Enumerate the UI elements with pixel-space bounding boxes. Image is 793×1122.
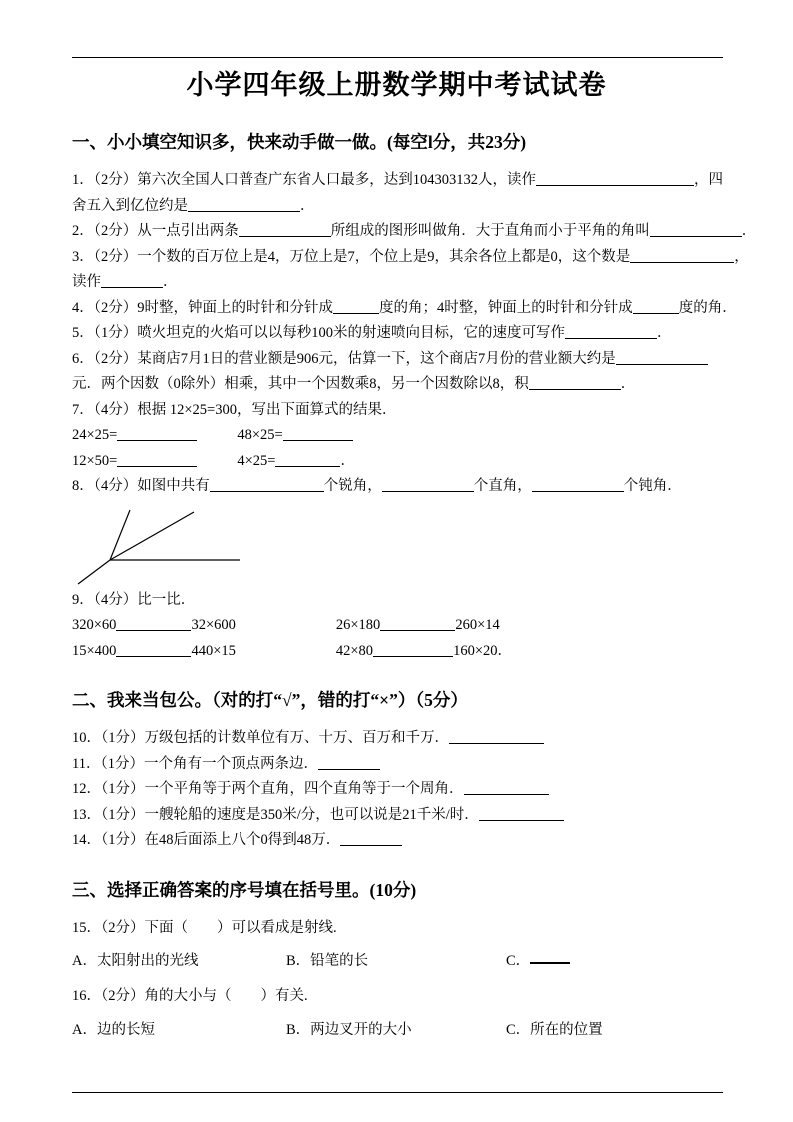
question-text: 个钝角． bbox=[623, 478, 682, 494]
question-text: 48×25= bbox=[237, 427, 283, 443]
choice-option bbox=[286, 948, 506, 974]
answer-blank bbox=[449, 731, 544, 744]
question bbox=[72, 726, 721, 752]
footer-rule bbox=[72, 1092, 723, 1093]
question-line bbox=[72, 347, 721, 373]
question bbox=[72, 245, 749, 296]
question-text: 度的角． bbox=[678, 299, 737, 316]
question-text: 9．（4分）比一比． bbox=[72, 591, 196, 608]
question-line bbox=[72, 828, 721, 854]
question bbox=[72, 219, 757, 245]
question-line bbox=[72, 219, 757, 245]
question-text: 160×20． bbox=[453, 642, 512, 659]
angle-rays-svg bbox=[72, 508, 242, 586]
spacer bbox=[236, 628, 336, 629]
question-line bbox=[72, 752, 721, 778]
question-text: 1．（2分）第六次全国人口普查广东省人口最多，达到104303132人，读作 bbox=[72, 172, 536, 188]
question-text: ． bbox=[340, 452, 355, 469]
question bbox=[72, 347, 721, 398]
question-text: 320×60 bbox=[72, 617, 117, 633]
question-line bbox=[72, 398, 721, 424]
question bbox=[72, 984, 721, 1043]
question-line bbox=[72, 803, 721, 829]
choice-option bbox=[506, 1017, 721, 1043]
section-heading: 二、我来当包公。（对的打“√”，错的打“×”）（5分） bbox=[72, 690, 468, 710]
question-line bbox=[72, 194, 721, 220]
option-label: C．所在的位置 bbox=[506, 1021, 603, 1038]
answer-blank bbox=[101, 275, 163, 288]
question-text: ，四 bbox=[694, 172, 723, 188]
question-text: 13．（1分）一艘轮船的速度是350米/分，也可以说是21千米/时． bbox=[72, 806, 479, 823]
options-row bbox=[72, 1017, 721, 1043]
question-line bbox=[72, 270, 721, 296]
question-line bbox=[72, 474, 721, 500]
choice-option bbox=[286, 1017, 506, 1043]
question-text: 42×80 bbox=[335, 642, 374, 659]
question-text: 32×600 bbox=[191, 617, 236, 633]
question-line bbox=[72, 372, 721, 398]
question-text: 舍五入到亿位约是 bbox=[72, 197, 188, 214]
answer-blank bbox=[318, 757, 380, 770]
question bbox=[72, 828, 721, 854]
question-line bbox=[72, 639, 721, 665]
option-label: B．两边叉开的大小 bbox=[286, 1021, 412, 1038]
answer-blank bbox=[532, 479, 624, 492]
answer-blank bbox=[650, 224, 742, 237]
question-line bbox=[72, 588, 721, 614]
answer-blank bbox=[117, 428, 197, 441]
answer-blank bbox=[116, 618, 191, 631]
question-text: ． bbox=[741, 223, 757, 239]
question-text: 6．（2分）某商店7月1日的营业额是906元，估算一下，这个商店7月份的营业额大约是 bbox=[72, 350, 616, 367]
question bbox=[72, 474, 721, 586]
question-line bbox=[72, 777, 721, 803]
exam-body bbox=[72, 131, 757, 1043]
answer-blank bbox=[283, 428, 353, 441]
answer-blank bbox=[210, 479, 324, 492]
answer-blank bbox=[340, 833, 402, 846]
question bbox=[72, 916, 721, 975]
question-text: 26×180 bbox=[335, 617, 381, 633]
question bbox=[72, 752, 721, 778]
answer-blank bbox=[630, 250, 734, 263]
answer-blank bbox=[479, 808, 564, 821]
question-line bbox=[72, 916, 721, 942]
question-text: 12．（1分）一个平角等于两个直角，四个直角等于一个周角． bbox=[72, 781, 464, 797]
question-text: 14．（1分）在48后面添上八个0得到48万． bbox=[72, 832, 341, 848]
page-title: 小学四年级上册数学期中考试试卷 bbox=[186, 70, 607, 100]
question-text: 10．（1分）万级包括的计数单位有万、十万、百万和千万． bbox=[72, 730, 449, 746]
option-label: A．太阳射出的光线 bbox=[72, 953, 199, 969]
answer-blank bbox=[529, 377, 621, 390]
answer-blank bbox=[373, 644, 453, 657]
question-text: 所组成的图形叫做角．大于直角而小于平角的角叫 bbox=[330, 223, 650, 239]
question-text: ． bbox=[163, 274, 178, 290]
question-line bbox=[72, 321, 721, 347]
question-text: 15×400 bbox=[72, 642, 117, 659]
question-text: 260×14 bbox=[455, 617, 500, 633]
question-text: ， bbox=[734, 248, 749, 265]
question-text: 度的角；4时整，钟面上的时针和分针成 bbox=[379, 299, 633, 316]
question-line bbox=[72, 296, 737, 322]
question-text: 个直角， bbox=[473, 478, 532, 494]
question-text: 15．（2分）下面（ ）可以看成是射线. bbox=[72, 919, 337, 936]
question-text: 3．（2分）一个数的百万位上是4，万位上是7，个位上是9，其余各位上都是0，这个数是 bbox=[72, 248, 631, 265]
question-line bbox=[72, 726, 721, 752]
question-text: 440×15 bbox=[191, 642, 236, 659]
answer-blank bbox=[633, 301, 679, 314]
option-label: A．边的长短 bbox=[72, 1021, 155, 1038]
question-text: 16．（2分）角的大小与（ ）有关. bbox=[72, 988, 308, 1004]
question-text: 8．（4分）如图中共有 bbox=[72, 478, 210, 494]
header-rule bbox=[72, 57, 723, 58]
question-text: 4．（2分）9时整，钟面上的时针和分针成 bbox=[72, 299, 333, 316]
question-text: 24×25= bbox=[72, 427, 118, 443]
section-heading: 一、小小填空知识多，快来动手做一做。(每空l分，共23分) bbox=[72, 132, 527, 152]
question-text: 2．（2分）从一点引出两条 bbox=[72, 223, 239, 239]
answer-blank bbox=[565, 326, 657, 339]
question-line bbox=[72, 168, 721, 194]
question-text: 4×25= bbox=[237, 452, 276, 469]
answer-blank bbox=[536, 173, 694, 186]
question-text: 12×50= bbox=[72, 452, 118, 469]
question-line bbox=[72, 984, 721, 1010]
answer-blank bbox=[616, 352, 708, 365]
spacer bbox=[197, 464, 237, 465]
spacer bbox=[236, 654, 336, 655]
question-line bbox=[72, 245, 749, 271]
option-label: C． bbox=[506, 953, 531, 969]
question bbox=[72, 398, 721, 475]
line-segment-graphic bbox=[530, 952, 570, 964]
question-text: 5．（1分）喷火坦克的火焰可以以每秒100米的射速喷向目标，它的速度可写作 bbox=[72, 325, 565, 341]
question-line bbox=[72, 449, 721, 475]
answer-blank bbox=[116, 644, 191, 657]
question-text: 元．两个因数（0除外）相乘，其中一个因数乘8，另一个因数除以8，积 bbox=[72, 376, 529, 392]
choice-option bbox=[72, 948, 286, 974]
question bbox=[72, 296, 737, 322]
question-text: ． bbox=[657, 325, 672, 341]
spacer bbox=[197, 438, 237, 439]
question bbox=[72, 777, 721, 803]
answer-blank bbox=[464, 782, 549, 795]
answer-blank bbox=[382, 479, 474, 492]
question bbox=[72, 321, 721, 347]
choice-option bbox=[506, 948, 721, 974]
options-row bbox=[72, 948, 721, 974]
question-line bbox=[72, 423, 721, 449]
question-text: 11．（1分）一个角有一个顶点两条边． bbox=[72, 755, 318, 772]
answer-blank bbox=[117, 454, 197, 467]
answer-blank bbox=[333, 301, 379, 314]
question-text: 7．（4分）根据 12×25=300，写出下面算式的结果． bbox=[72, 401, 397, 418]
question-text: 读作 bbox=[72, 274, 101, 290]
question-text: 个锐角， bbox=[323, 478, 382, 494]
question-text: ． bbox=[620, 376, 636, 392]
question bbox=[72, 168, 721, 219]
question bbox=[72, 803, 721, 829]
angle-rays-figure bbox=[72, 508, 721, 586]
option-label: B．铅笔的长 bbox=[286, 953, 369, 969]
answer-blank bbox=[275, 454, 340, 467]
question-line bbox=[72, 613, 721, 639]
answer-blank bbox=[380, 618, 455, 631]
question-text: ． bbox=[300, 197, 315, 214]
answer-blank bbox=[239, 224, 331, 237]
choice-option bbox=[72, 1017, 286, 1043]
question bbox=[72, 588, 721, 665]
answer-blank bbox=[188, 199, 300, 212]
section-heading: 三、选择正确答案的序号填在括号里。(10分) bbox=[72, 879, 417, 900]
